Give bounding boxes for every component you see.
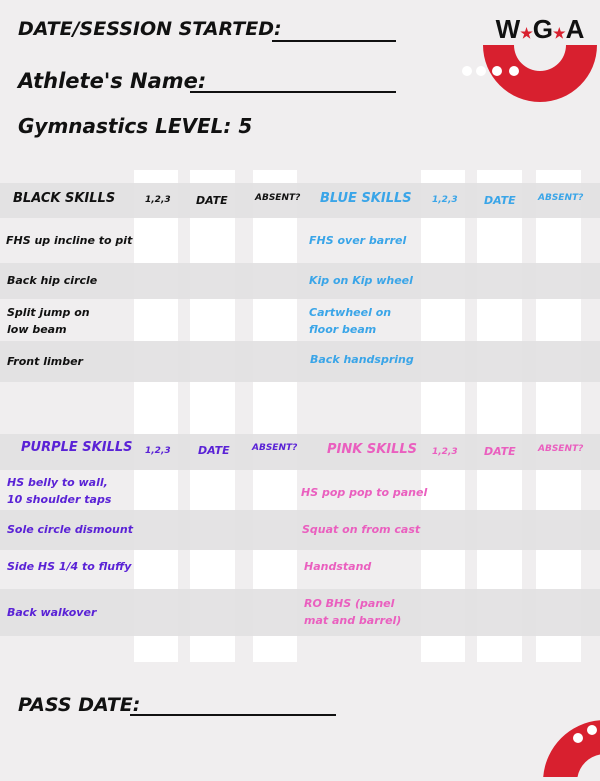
athlete-name-field[interactable] [190, 91, 396, 93]
date-session-label: DATE/SESSION STARTED: [18, 18, 282, 40]
skill-item: Split jump on low beam [7, 306, 90, 336]
score-header: 1,2,3 [432, 195, 458, 205]
skill-item: Side HS 1/4 to fluffy [7, 560, 132, 573]
skill-item: Kip on Kip wheel [309, 274, 413, 287]
purple-skills-title: PURPLE SKILLS [21, 440, 133, 455]
absent-header: ABSENT? [252, 443, 298, 453]
skill-item: Back handspring [310, 353, 414, 366]
pink-skills-title: PINK SKILLS [327, 442, 418, 457]
skill-item: Back walkover [7, 606, 97, 619]
black-skills-title: BLACK SKILLS [13, 191, 116, 206]
date-session-field[interactable] [272, 40, 396, 42]
score-header: 1,2,3 [145, 195, 171, 205]
skill-item: Front limber [7, 355, 83, 368]
skill-item: Sole circle dismount [7, 523, 133, 536]
wga-logo [460, 0, 600, 105]
skill-item: HS belly to wall, 10 shoulder taps [7, 476, 112, 506]
level-label: Gymnastics LEVEL: 5 [18, 114, 253, 138]
skill-item: HS pop pop to panel [301, 486, 428, 499]
absent-header: ABSENT? [538, 193, 584, 203]
absent-header: ABSENT? [255, 193, 301, 203]
skill-item: Cartwheel on floor beam [309, 306, 392, 336]
skill-item: FHS over barrel [309, 234, 407, 247]
athlete-name-label: Athlete's Name: [18, 69, 207, 93]
skill-item: Squat on from cast [302, 523, 421, 536]
blue-skills-title: BLUE SKILLS [320, 191, 412, 206]
corner-logo-graphic [530, 720, 600, 777]
skill-item: Handstand [304, 560, 372, 573]
date-header: DATE [196, 194, 228, 207]
skill-item: RO BHS (panel mat and barrel) [304, 597, 402, 627]
skill-item: FHS up incline to pit [6, 234, 133, 247]
date-header: DATE [484, 445, 516, 458]
row-band [0, 341, 600, 382]
skill-item: Back hip circle [7, 274, 98, 287]
date-header: DATE [484, 194, 516, 207]
date-header: DATE [198, 444, 230, 457]
score-header: 1,2,3 [145, 446, 171, 456]
score-header: 1,2,3 [432, 447, 458, 457]
absent-header: ABSENT? [538, 444, 584, 454]
svg-text:W★G★A: W★G★A [495, 14, 585, 44]
pass-date-field[interactable] [130, 714, 336, 716]
pass-date-label: PASS DATE: [18, 694, 141, 716]
